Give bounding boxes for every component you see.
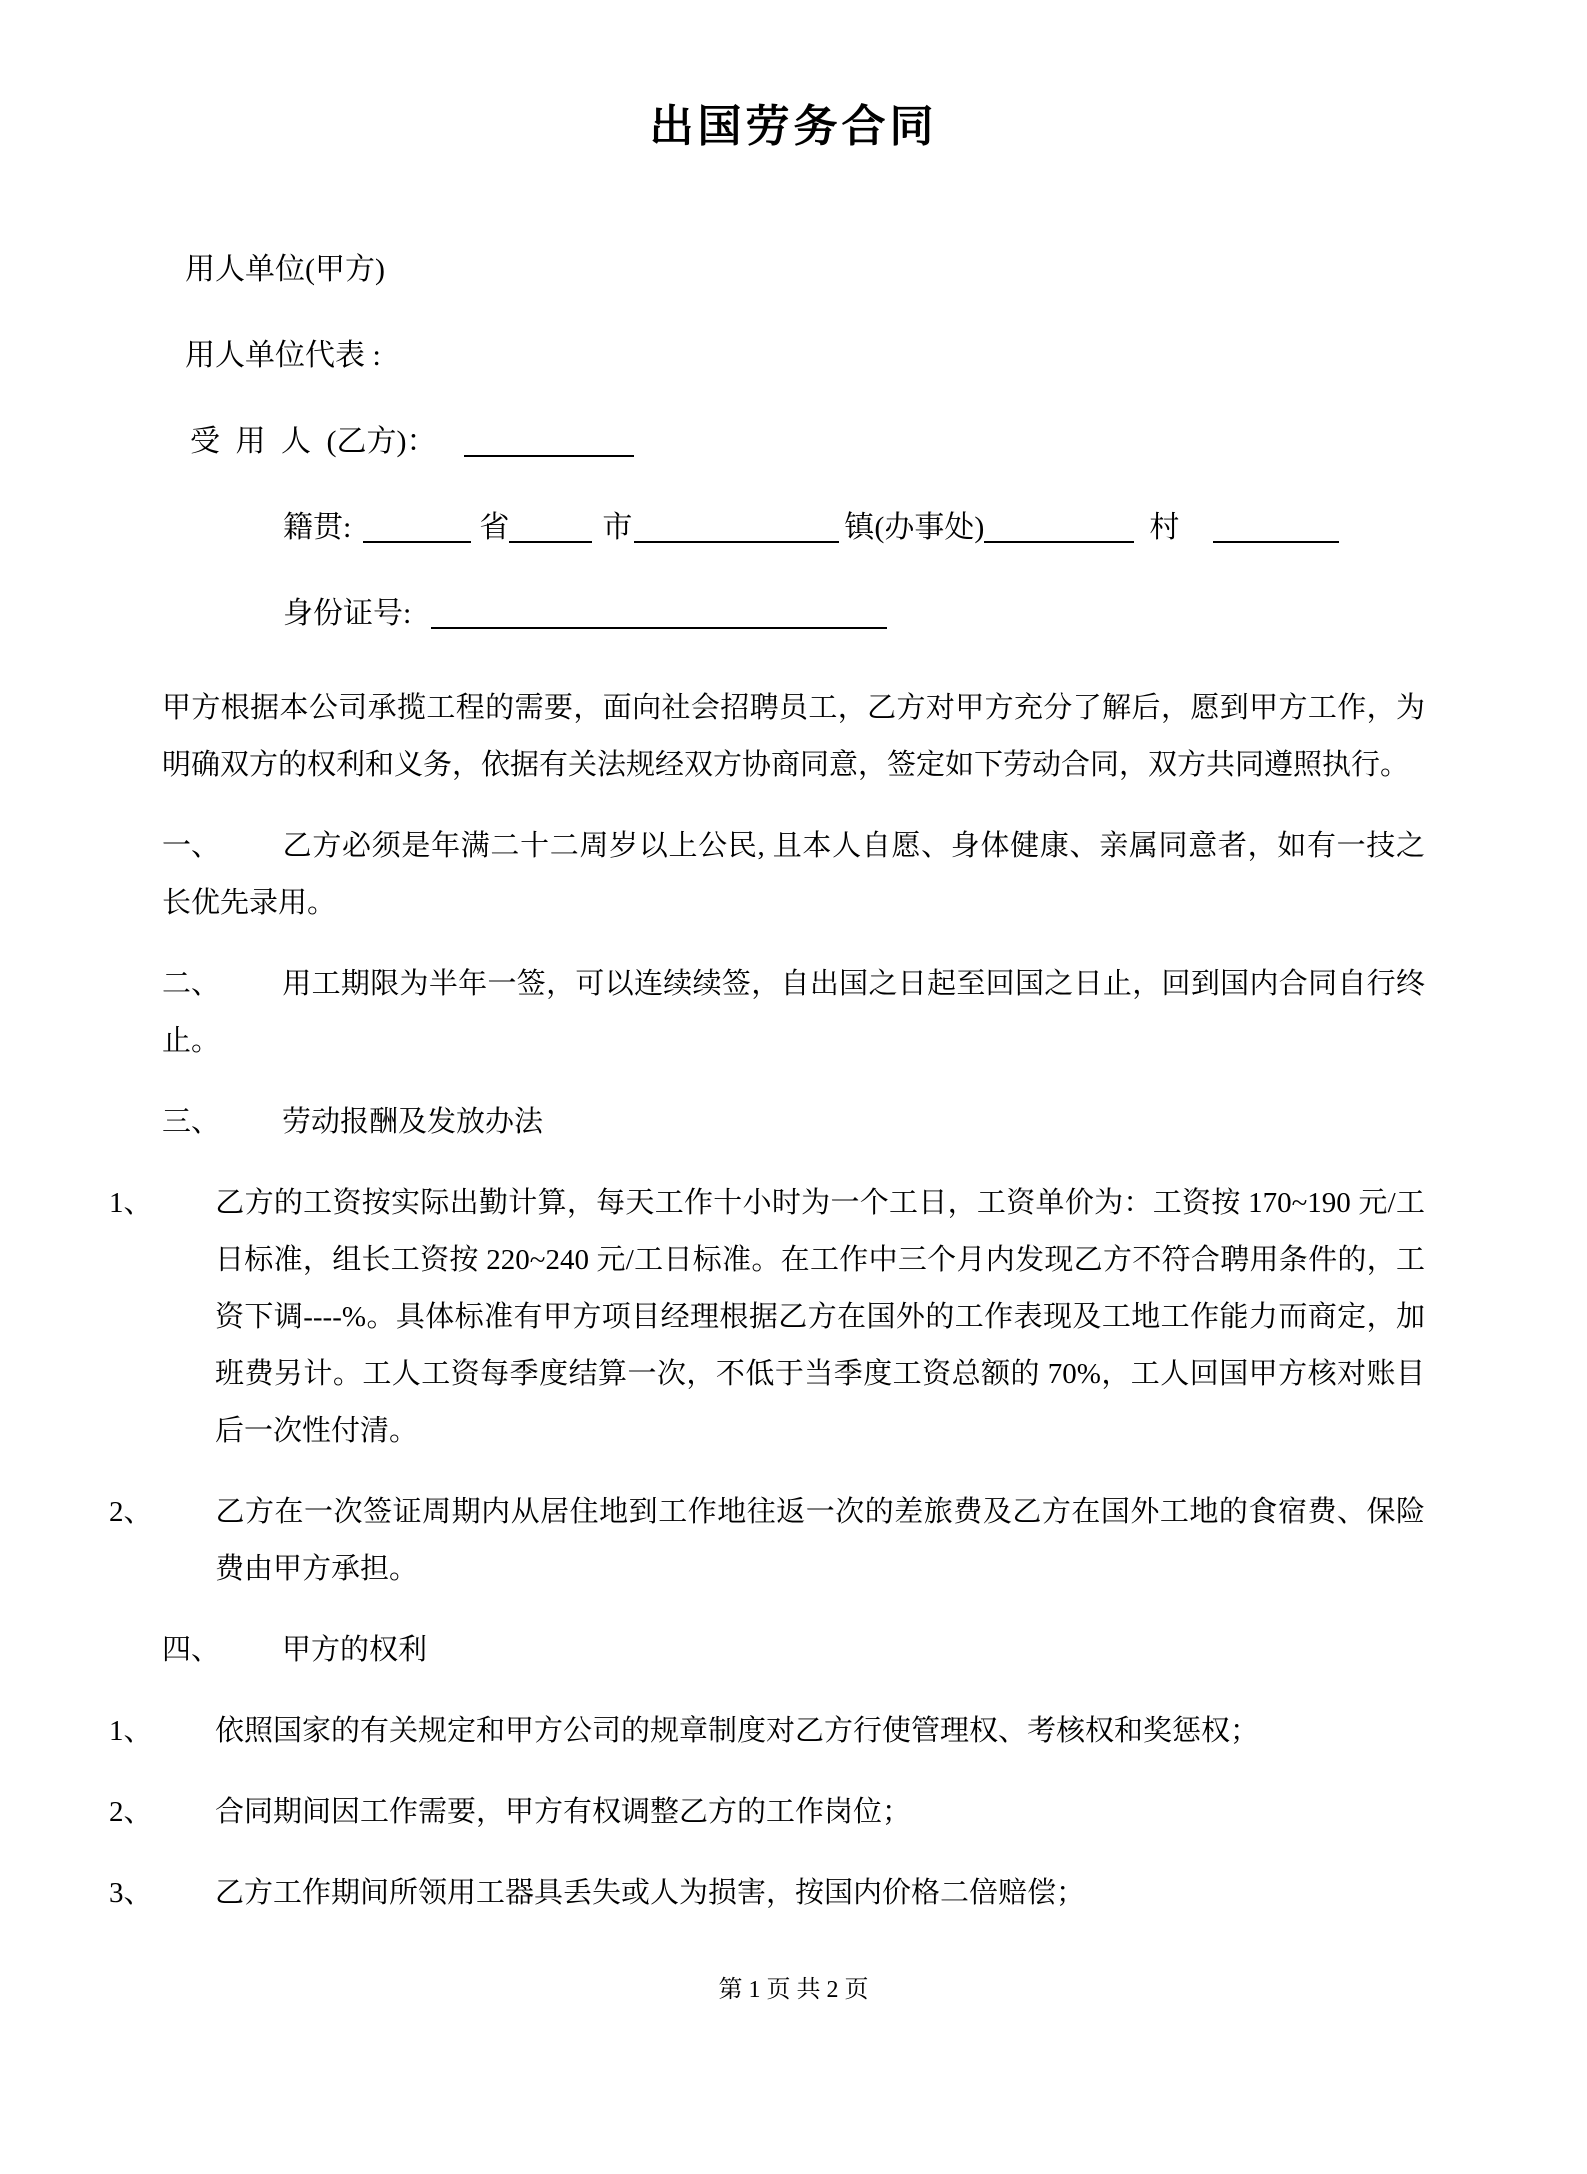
clause-4-number: 四、	[162, 1634, 221, 1666]
item-2-number: 2、	[109, 1496, 153, 1528]
clause-2-text: 用工期限为半年一签，可以连续续签，自出国之日起至回国之日止，回到国内合同自行终止。	[162, 968, 1425, 1057]
clause-4-item-3	[109, 1865, 1425, 1922]
town-blank-field	[634, 541, 839, 543]
clause-2-number: 二、	[162, 968, 221, 1000]
clause-1-text: 乙方必须是年满二十二周岁以上公民, 且本人自愿、身体健康、亲属同意者，如有一技之长优先录用。	[162, 830, 1425, 919]
intro-paragraph: 甲方根据本公司承揽工程的需要，面向社会招聘员工，乙方对甲方充分了解后，愿到甲方工作，为明确双方的权利和义务，依据有关法规经双方协商同意，签定如下劳动合同，双方共同遵照执行。	[162, 692, 1425, 781]
clause-2	[162, 956, 1425, 1070]
item-2-text: 合同期间因工作需要，甲方有权调整乙方的工作岗位；	[215, 1796, 912, 1828]
province-blank-field	[363, 541, 471, 543]
clause-4-item-1	[109, 1703, 1425, 1760]
item-2-text: 乙方在一次签证周期内从居住地到工作地往返一次的差旅费及乙方在国外工地的食宿费、保险费由甲方承担。	[215, 1496, 1425, 1585]
item-3-number: 3、	[109, 1877, 153, 1909]
item-2-number: 2、	[109, 1796, 153, 1828]
village-suffix: 村	[1149, 511, 1180, 544]
contract-page	[0, 102, 1587, 2174]
employee-line	[190, 424, 1587, 460]
employer-rep-line	[185, 338, 1587, 374]
clause-3-text: 劳动报酬及发放办法	[282, 1106, 544, 1138]
extra-blank-field	[1213, 541, 1339, 543]
clause-1-number: 一、	[162, 830, 221, 862]
id-label: 身份证号:	[283, 597, 412, 630]
clause-4-text: 甲方的权利	[282, 1634, 428, 1666]
clause-1	[162, 818, 1425, 932]
item-1-text: 依照国家的有关规定和甲方公司的规章制度对乙方行使管理权、考核权和奖惩权；	[215, 1715, 1260, 1747]
clause-3-heading	[162, 1094, 1425, 1151]
native-place-label: 籍贯:	[283, 511, 352, 544]
clause-4-item-2	[109, 1784, 1425, 1841]
province-suffix: 省	[479, 511, 510, 544]
item-1-number: 1、	[109, 1715, 153, 1747]
clause-3-item-1	[109, 1175, 1425, 1460]
city-suffix: 市	[602, 511, 633, 544]
employee-name-blank-field	[464, 455, 634, 457]
id-number-blank-field	[431, 627, 887, 629]
page-footer: 第 1 页 共 2 页	[718, 1977, 869, 2003]
id-line	[283, 596, 1587, 632]
contract-body	[109, 680, 1425, 1922]
item-3-text: 乙方工作期间所领用工器具丢失或人为损害，按国内价格二倍赔偿；	[215, 1877, 1086, 1909]
village-blank-field	[984, 541, 1134, 543]
city-blank-field	[509, 541, 592, 543]
employer-line	[185, 252, 1587, 288]
item-1-number: 1、	[109, 1187, 153, 1219]
employer-label: 用人单位(甲方)	[185, 253, 385, 286]
page-title: 出国劳务合同	[649, 102, 938, 151]
town-suffix: 镇(办事处)	[844, 511, 985, 544]
clause-4-heading	[162, 1622, 1425, 1679]
clause-3-number: 三、	[162, 1106, 221, 1138]
native-place-line	[283, 510, 1587, 546]
clause-3-item-2	[109, 1484, 1425, 1598]
employee-label: 受 用 人 (乙方)：	[190, 425, 437, 458]
item-1-text: 乙方的工资按实际出勤计算，每天工作十小时为一个工日，工资单价为：工资按 170~190 元/工日标准，组长工资按 220~240 元/工日标准。在工作中三个月内发现乙方不符合聘用条件的，工资下调----%。具体标准有甲方项目经理根据乙方在国外的工作表现及工地工作能力而商定，加班费另计。工人工资每季度结算一次，不低于当季度工资总额的 70%，工人回国甲方核对账目后一次性付清。	[215, 1187, 1425, 1447]
employer-rep-label: 用人单位代表 :	[185, 339, 381, 372]
